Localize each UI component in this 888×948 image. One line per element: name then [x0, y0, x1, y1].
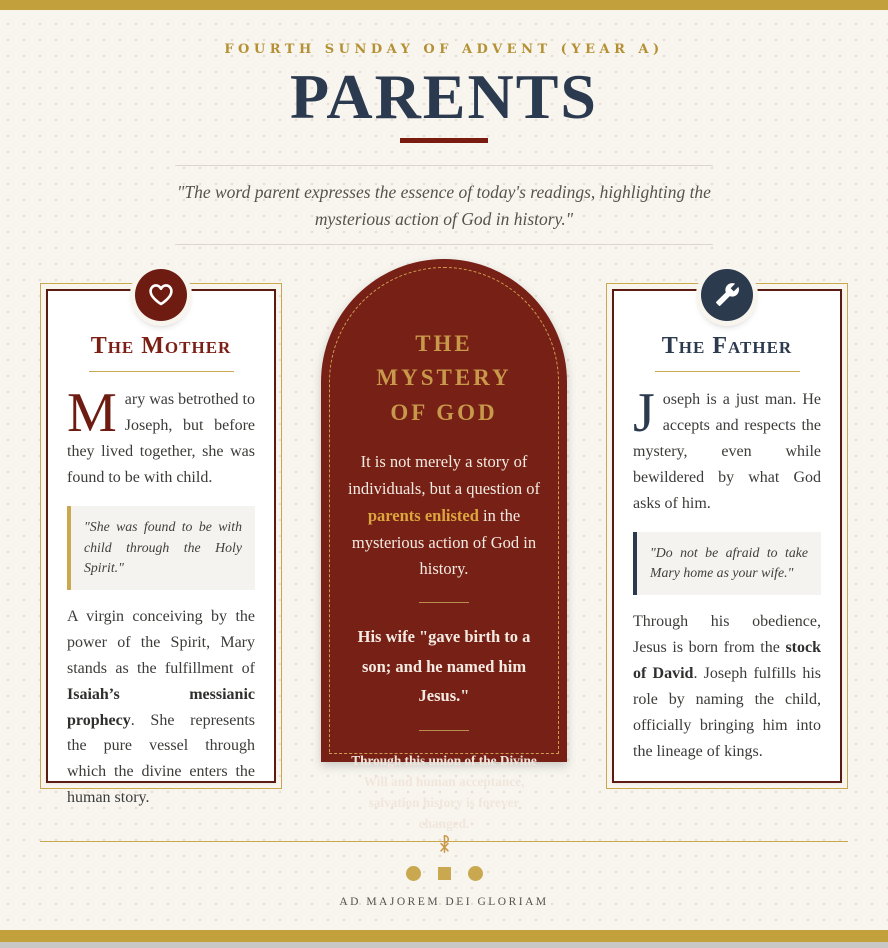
mystery-arch-panel [321, 259, 567, 831]
father-lead-paragraph [633, 382, 821, 517]
father-dropcap: J [633, 382, 655, 445]
mother-card [46, 289, 276, 807]
mother-panel [40, 283, 282, 807]
chi-rho-icon [437, 834, 452, 859]
father-card [612, 289, 842, 783]
mother-card-frame [40, 283, 282, 807]
eyebrow-heading: FOURTH SUNDAY OF ADVENT (YEAR A) [224, 42, 664, 57]
arch-divider-1 [419, 602, 469, 603]
mother-lead-paragraph [67, 382, 255, 491]
mystery-paragraph-2: His wife "gave birth to a son; and he named him Jesus." [357, 626, 531, 706]
mystery-p1-after: in the mysterious action of God in history. [351, 505, 537, 579]
father-body-after: . Joseph fulfills his role by naming the child, officially bringing him into the lineage of kings. [633, 664, 821, 760]
father-title-rule [655, 371, 800, 372]
mother-title-rule [89, 371, 234, 372]
ornament-square-icon [438, 867, 451, 880]
footer-motto: AD MAJOREM DEI GLORIAM [339, 895, 549, 908]
mother-dropcap: M [67, 382, 117, 445]
mystery-title [346, 327, 542, 431]
heart-icon [135, 269, 187, 321]
father-panel [606, 283, 848, 789]
arch-content [321, 259, 567, 831]
father-lead-text: oseph is a just man. He accepts and respects the mystery, even while bewildered by what God asks of him. [633, 391, 821, 512]
bottom-edge-strip [0, 942, 888, 948]
bottom-accent-bar [0, 930, 888, 942]
mother-body-before: A virgin conceiving by the power of the Spirit, Mary stands as the fulfillment of [67, 607, 255, 677]
father-card-title: The Father [661, 332, 793, 359]
page-title: PARENTS [290, 60, 598, 132]
top-accent-bar [0, 0, 888, 10]
ornament-circle-icon [406, 866, 421, 881]
ornament-circle-icon [468, 866, 483, 881]
mother-lead-text: ary was betrothed to Joseph, but before they lived together, she was found to be with child. [67, 391, 255, 486]
father-scripture-quote: "Do not be afraid to take Mary home as your wife." [633, 532, 821, 595]
page-content [0, 10, 888, 908]
mother-body-paragraph [67, 604, 255, 811]
mother-scripture-quote: "She was found to be with child through the Holy Spirit." [67, 506, 255, 590]
mystery-title-line1: THE MYSTERY [376, 330, 512, 391]
father-body-before: Through his obedience, Jesus is born from the [633, 613, 821, 657]
father-body-paragraph [633, 609, 821, 764]
mystery-p1-before: It is not merely a story of individuals, but a question of [347, 452, 541, 499]
intro-quote-block [175, 165, 713, 245]
wrench-icon [701, 269, 753, 321]
mystery-p1-bold: parents enlisted [367, 505, 479, 525]
mother-body-after: . She represents the pure vessel through which the divine enters the human story. [67, 711, 255, 807]
mystery-paragraph-3: Through this union of the Divine Will and human acceptance, salvation history is forever changed. [351, 753, 537, 831]
mother-body-bold: Isaiah’s messianic prophecy [67, 685, 255, 729]
title-underline [400, 138, 488, 143]
arch-divider-2 [419, 730, 469, 731]
intro-quote-text: "The word parent expresses the essence of today's readings, highlighting the mysterious action of God in history." [177, 181, 711, 229]
father-card-frame [606, 283, 848, 789]
footer-ornaments [0, 866, 888, 881]
mother-card-title: The Mother [90, 332, 232, 359]
father-body-bold: stock of David [633, 639, 821, 682]
mystery-paragraph-1 [346, 449, 542, 583]
three-column-layout [40, 259, 848, 831]
mystery-title-line2: OF GOD [390, 399, 498, 425]
